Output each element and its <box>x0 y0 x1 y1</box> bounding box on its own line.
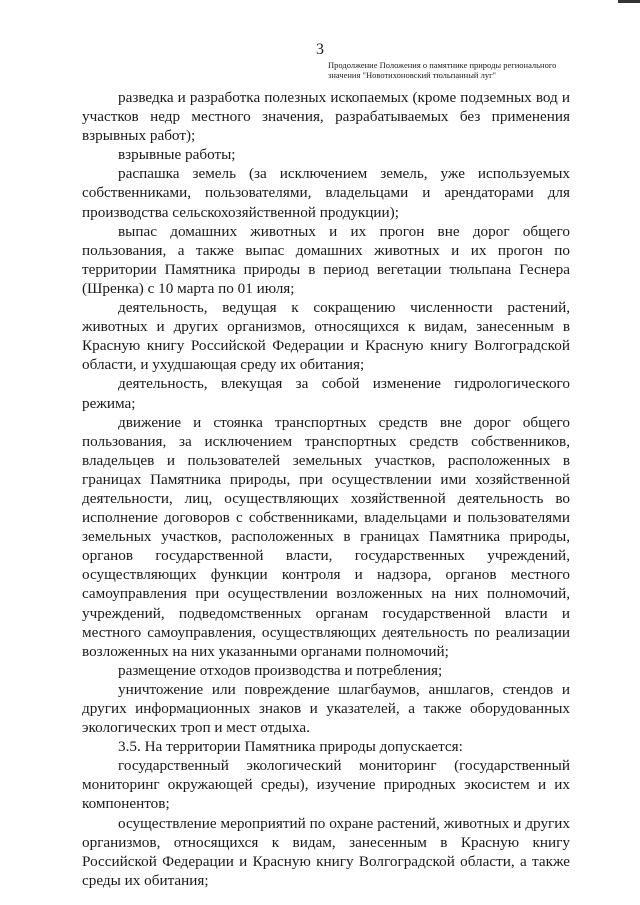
paragraph: размещение отходов производства и потребления; <box>118 661 443 679</box>
paragraph: распашка земель (за исключением земель, уже используемых собственниками, пользователями, владельцами и арендаторами для производства сельскохозяйственной продукции); <box>82 165 570 221</box>
paragraph: взрывные работы; <box>118 146 236 164</box>
paragraph: движение и стоянка транспортных средств вне дорог общего пользования, за исключением транспортных средств собственников, владельцев и пользователей земельных участков, расположенных в границах Памятника природы, при осуществлении ими хозяйственной деятельности, лиц, осуществляющих хозяйственной деятельность во исполнение договоров с собственниками, владельцами и пользователями земельных участков, расположенных в границах Памятника природы, органов государственной власти, государственных учреждений, осуществляющих функции контроля и надзора, органов местного самоуправления при осуществлении возложенных на них полномочий, учреждений, подведомственных органам государственной власти и местного самоуправления, осуществляющих деятельность по реализации возложенных на них указанными органами полномочий; <box>82 413 570 660</box>
document-body <box>82 88 570 890</box>
corner-mark <box>618 0 640 3</box>
paragraph: государственный экологический мониторинг (государственный мониторинг окружающей среды), изучение природных экосистем и их компонентов; <box>82 757 570 813</box>
paragraph: деятельность, ведущая к сокращению численности растений, животных и других организмов, относящихся к видам, занесенным в Красную книгу Российской Федерации и Красную книгу Волгоградской области, и ухудшающая среду их обитания; <box>82 299 570 374</box>
paragraph: осуществление мероприятий по охране растений, животных и других организмов, относящихся к видам, занесенным в Красную книгу Российской Федерации и Красную книгу Волгоградской области, а также среды их обитания; <box>82 814 570 889</box>
paragraph: уничтожение или повреждение шлагбаумов, аншлагов, стендов и других информационных знаков и указателей, а также оборудованных экологических троп и мест отдыха. <box>82 680 570 737</box>
paragraph: деятельность, влекущая за собой изменение гидрологического режима; <box>82 375 570 412</box>
paragraph: разведка и разработка полезных ископаемых (кроме подземных вод и участков недр местного значения, разрабатываемых без применения взрывных работ); <box>82 89 570 145</box>
paragraph: выпас домашних животных и их прогон вне дорог общего пользования, а также выпас домашних животных и их прогон по территории Памятника природы в период вегетации тюльпана Геснера (Шренка) с 10 марта по 01 июля; <box>82 222 570 297</box>
page-number: 3 <box>316 41 324 58</box>
header-note: Продолжение Положения о памятнике природы регионального значения "Новотихоновский тюльпанный луг" <box>328 60 557 80</box>
section-heading: 3.5. На территории Памятника природы допускается: <box>118 738 463 756</box>
